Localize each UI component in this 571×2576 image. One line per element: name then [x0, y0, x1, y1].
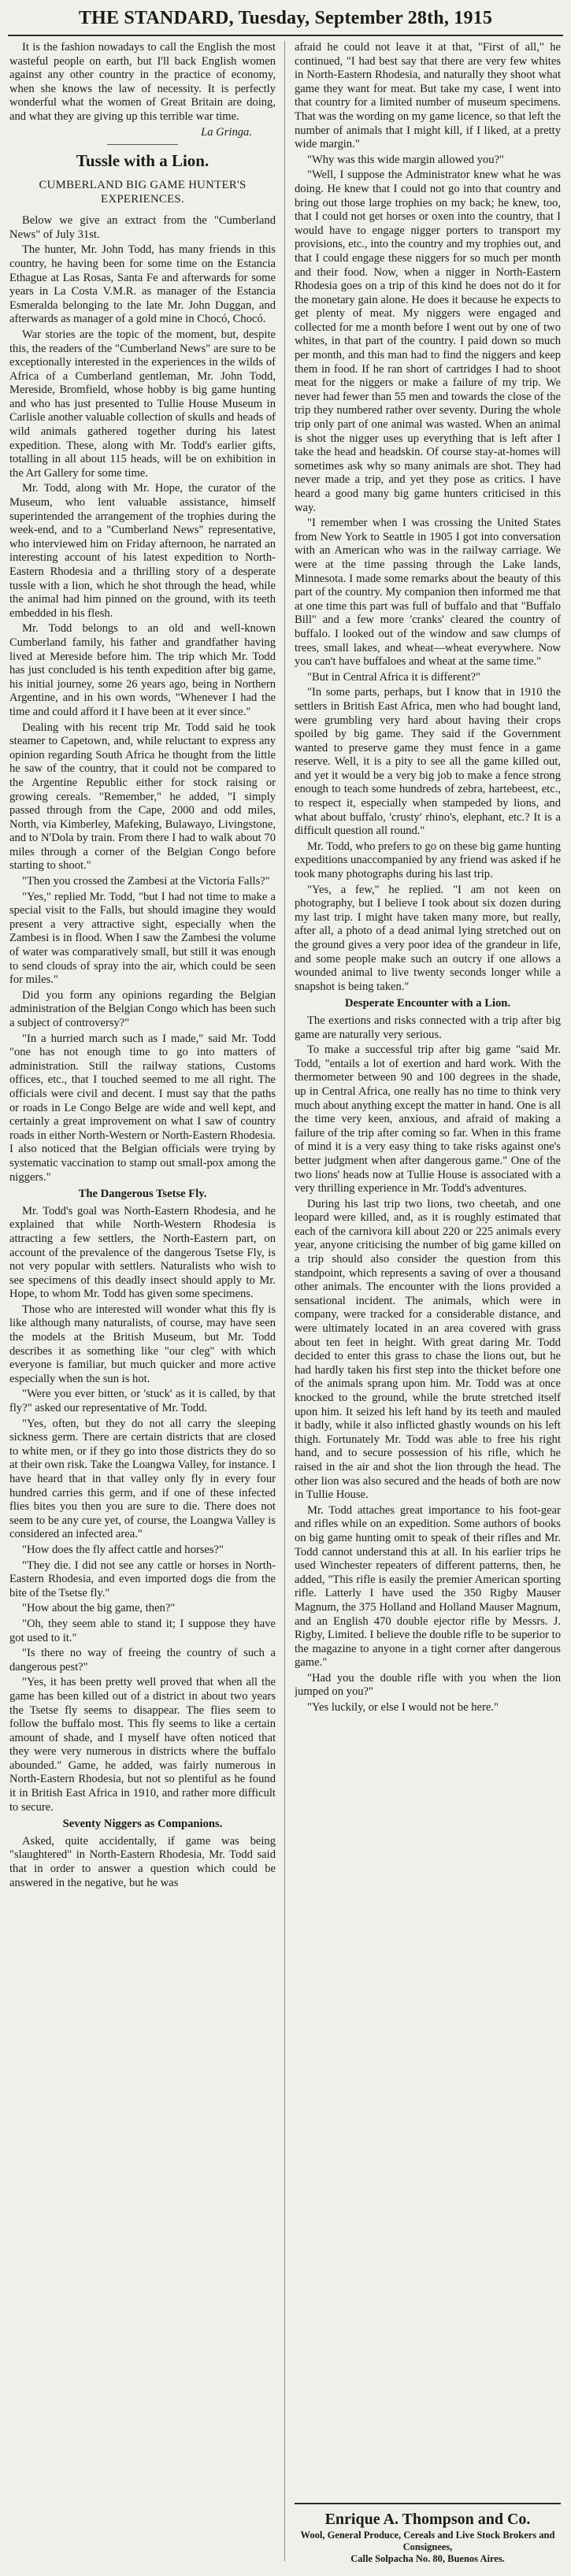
section-heading-companions: Seventy Niggers as Companions. [62, 1818, 223, 1831]
article-paragraph: "How about the big game, then?" [22, 1602, 176, 1615]
left-column [9, 41, 276, 2569]
article-headline: Tussle with a Lion. [76, 151, 209, 171]
article-paragraph: "Why was this wide margin allowed you?" [307, 153, 504, 166]
article-paragraph: Mr. Todd, along with Mr. Hope, the curator of the Museum, who lent valuable assistance, himself superintended the arrangement of the trophies during the week-end, and to a "Cumberland News" representative, who interviewed him on Friday afternoon, he narrated an interesting account of his latest expedition to North-Eastern Rhodesia and a thrilling story of a desperate tussle with a lion, which he shot through the head, while the animal had him pinned on the ground, with its teeth embedded in his flesh. [9, 482, 276, 620]
article-paragraph: To make a successful trip after big game "said Mr. Todd, "entails a lot of exertion and hard work. With the thermometer between 90 and 100 degrees in the shade, up in Central Africa, one really has no time to think very much about anything except the matter in hand. One is all the time very keen, anxious, and afraid of making a failure of the trip after coming so far. When in this frame of mind it is a very easy thing to take risks against one's better judgment when after dangerous game." One of the two lions' heads now at Tullie House is associated with a very thrilling experience in Mr. Todd's adventures. [295, 1043, 561, 1195]
article-paragraph: Mr. Todd attaches great importance to his foot-gear and rifles while on an expedition. Some authors of books on big game hunting omit to speak of their rifles and Mr. Todd cannot understand this at all. In his earlier trips he used Winchester repeaters of different patterns, then, he added, "This rifle is easily the premier American sporting rifle. Latterly I have used the 350 Rigby Mauser Magnum, the 375 Holland and Holland Mauser Magnum, and an English 470 double ejector rifle by Messrs. J. Rigby, Limited. I believe the double rifle to be superior to the magazine to anyone in a tight corner after dangerous game." [295, 1503, 561, 1670]
article-paragraph: "Well, I suppose the Administrator knew what he was doing. He knew that I could not go into that country and bring out those large trophies on my back; he knew, too, that I could not get horses or oxen into the country, that I would have to engage nigger porters to transport my provisions, etc., into the country and my trophies out, and that I could engage these niggers for so much per month and their food. Now, when a nigger in North-Eastern Rhodesia goes on a trip of this kind he does not do it for the monetary gain alone. He does it because he expects to get plenty of meat. My niggers were engaged and collected for me a month before I went out by one of two whites, in that part of the country. I paid down so much per month, and this man had to find the niggers and keep them in food. If he ran short of cartridges I had to shoot meat for the niggers or make a failure of my trip. We never had fewer than 55 men and towards the close of the trip they numbered rather over seventy. During the whole trip only part of one animal was wasted. When an animal is shot the nigger uses up everything that is left after I take the head and headskin. Of course stay-at-homes will sometimes ask why so many animals are shot. They had never made a trip, and yet they pose as critics. I have heard a good many big game hunters criticised in this way. [295, 169, 561, 514]
advertisement-address: Calle Solpacha No. 80, Buenos Aires. [350, 2553, 505, 2564]
article-paragraph: Did you form any opinions regarding the Belgian administration of the Belgian Congo which has been such a subject of controversy?" [9, 988, 276, 1029]
article-paragraph: "I remember when I was crossing the United States from New York to Seattle in 1905 I got into conversation with an American who was in the railway carriage. We were at the time passing through the Lake lands, Minnesota. I made some remarks about the beauty of this part of the country. My companion then informed me that at one time this part was full of buffalo and that "Buffalo Bill" and a few more 'cranks' cleared the country of buffalo. I looked out of the window and saw clumps of trees, small lakes, and wheat—wheat everywhere. Now you can't have buffaloes and wheat at the same time." [295, 517, 561, 669]
article-paragraph: "How does the fly affect cattle and horses?" [22, 1543, 224, 1556]
article-paragraph: "Were you ever bitten, or 'stuck' as it is called, by that fly?" asked our representative of Mr. Todd. [9, 1388, 276, 1415]
right-column [295, 41, 561, 2498]
article-paragraph: "Yes, a few," he replied. "I am not keen on photography, but I believe I took about six dozen during my last trip. I might have taken many more, but really, after all, a photo of a dead animal lying stretched out on the ground gives a very poor idea of the grandeur in life, and some people make such an outcry if one allows a wounded animal to live twenty seconds longer while a snapshot is being taken." [295, 883, 561, 993]
article-paragraph: "Yes, it has been pretty well proved that when all the game has been killed out of a district in about two years the Tsetse fly seems to disappear. The flies seem to follow the buffalo most. This fly seems to like a certain amount of shade, and I myself have often noticed that they were very numerous in districts where the buffalo abounded." Game, he added, was fairly numerous in North-Eastern Rhodesia, but not so plentiful as he found it in British East Africa in 1910, and rather more difficult to secure. [9, 1676, 276, 1814]
article-paragraph: "Then you crossed the Zambesi at the Victoria Falls?" [22, 875, 270, 888]
article-paragraph: "But in Central Africa it is different?" [307, 670, 480, 684]
article-paragraph: "They die. I did not see any cattle or horses in North-Eastern Rhodesia, and even imported dogs die from the bite of the Tsetse fly." [9, 1559, 276, 1599]
article-paragraph: "Yes, often, but they do not all carry the sleeping sickness germ. There are certain districts that are closed to white men, or if they go into those districts they do so at their own risk. Take the Loangwa Valley, for instance. I have heard that in that valley only fly in every four hundred carries this germ, and if one of these infected flies bites you then you are sure to die. There does not seem to be any cure yet, of course, the Loangwa Valley is considered an infected area." [9, 1417, 276, 1541]
section-heading-encounter: Desperate Encounter with a Lion. [344, 997, 511, 1010]
column-separator [284, 41, 285, 2561]
article-paragraph: Mr. Todd's goal was North-Eastern Rhodesia, and he explained that while North-Western Rhodesia is attracting a few settlers, the North-Eastern part, on account of the prevalence of the dangerous Tsetse Fly, is not very popular with settlers. Naturalists who wish to see specimens of this deadly insect should apply to Mr. Hope, to whom Mr. Todd has given some specimens. [9, 1204, 276, 1301]
masthead-title: THE STANDARD, Tuesday, September 28th, 1915 [78, 8, 493, 28]
advertisement-line: Wool, General Produce, Cereals and Live Stock Brokers and Consignees, [300, 2530, 555, 2552]
intro-signature: La Gringa. [201, 125, 252, 139]
article-paragraph: The exertions and risks connected with a trip after big game are naturally very serious. [295, 1014, 561, 1041]
advertisement [295, 2503, 561, 2572]
article-paragraph: "In a hurried march such as I made," said Mr. Todd "one has not enough time to go into matters of administration. Still the railway stations, Customs offices, etc., that I touched seemed to me all right. The officials were civil and decent. I must say that the paths or roads in Le Congo Belge are wide and well kept, and certainly a great improvement on what I saw of country roads in either North-Western or North-Eastern Rhodesia. I also noticed that the Belgian officials were trying by systematic vaccination to stamp out small-pox among the niggers." [9, 1032, 276, 1184]
article-paragraph: Mr. Todd, who prefers to go on these big game hunting expeditions unaccompanied by any friend was asked if he took many photographs during his last trip. [295, 840, 561, 881]
article-divider [107, 144, 178, 145]
article-paragraph: War stories are the topic of the moment, but, despite this, the readers of the "Cumberland News" are sure to be exceptionally interested in the experiences in the wilds of Africa of a Cumberland gentleman, Mr. John Todd, Mereside, Bromfield, whose hobby is big game hunting and who has just presented to Tullie House Museum in Carlisle another valuable collection of skulls and heads of wild animals gathered together during his latest expedition. These, along with Mr. Todd's earlier gifts, totalling in all about 115 heads, will be on exhibition in the Art Gallery for some time. [9, 328, 276, 480]
article-paragraph: Those who are interested will wonder what this fly is like although many naturalists, of course, may have seen the models at the British Museum, but Mr. Todd describes it as something like "our cleg" with which everyone is familiar, but much quicker and more active especially when the sun is hot. [9, 1303, 276, 1385]
article-paragraph: "Oh, they seem able to stand it; I suppose they have got used to it." [9, 1617, 276, 1644]
article-paragraph: During his last trip two lions, two cheetah, and one leopard were killed, and, as it is roughly estimated that each of the carnivora kill about 220 or 225 animals every year, anyone criticising the number of big game killed on a trip should also consider the question from this standpoint, which represents a saving of over a thousand other animals. The encounter with the lions provided a sensational incident. The animals, which were in company, were tracked for a considerable distance, and were ultimately located in an area covered with grass about ten feet in height. With great daring Mr. Todd decided to enter this grass to chase the lions out, but he had hardly taken his first step into the thicket before one of the animals sprang upon him. Mr. Todd was at once knocked to the ground, while the brute stretched itself upon him. It seized his left hand by its teeth and mauled it badly, while it also inflicted ghastly wounds on his left thigh. Fortunately Mr. Todd was able to free his right hand, and to secure possession of his rifle, which he raised in the air and shot the lion through the head. The other lion was also secured and the heads of both are now in Tullie House. [295, 1197, 561, 1502]
article-paragraph: afraid he could not leave it at that, "First of all," he continued, "I had best say that there are very few whites in North-Eastern Rhodesia, and naturally they shoot what game they want for meat. But take my case, I went into that country for a limited number of museum specimens. That was the wording on my game licence, so that left the number of animals that I might kill, if I liked, at a pretty wide margin." [295, 41, 561, 151]
article-paragraph: "In some parts, perhaps, but I know that in 1910 the settlers in British East Africa, men who had bought land, were grumbling very hard about having their crops spoiled by big game. They said if the Government wanted to preserve game they must fence in a game reserve. Well, it is a pity to see all the game killed out, and yet it would be a very big job to make a fence strong enough to teach some hundreds of zebra, hartebeest, etc., to respect it, especially when stampeded by lions, and what about buffalo, 'crusty' rhino's, elephant, etc.? It is a difficult question all round." [295, 686, 561, 838]
section-heading-tsetse: The Dangerous Tsetse Fly. [78, 1188, 207, 1201]
article-paragraph: Mr. Todd belongs to an old and well-known Cumberland family, his father and grandfather having lived at Mereside before him. The trip which Mr. Todd has just concluded is his tenth expedition after big game, his initial journey, some 26 years ago, being in Northern Argentine, and in his own words, "Whenever I had the time and could afford it I have been at it ever since." [9, 622, 276, 718]
article-paragraph: "Yes luckily, or else I would not be here." [307, 1701, 499, 1714]
intro-paragraph: It is the fashion nowadays to call the English the most wasteful people on earth, but I'll back English women against any other country in the practice of economy, when she knows the law of necessity. It is perfectly wonderful what the women of Great Britain are doing, and what they are giving up this terrible war time. [9, 41, 276, 123]
article-paragraph: Asked, quite accidentally, if game was being "slaughtered" in North-Eastern Rhodesia, Mr. Todd said that in order to answer a question which could be answered in the negative, but he was [9, 1834, 276, 1889]
article-subhead: CUMBERLAND BIG GAME HUNTER'S EXPERIENCES. [39, 179, 247, 206]
article-paragraph: Below we give an extract from the "Cumberland News" of July 31st. [9, 214, 276, 241]
masthead [0, 0, 571, 36]
article-paragraph: Dealing with his recent trip Mr. Todd said he took steamer to Capetown, and, while reluctant to express any opinion regarding South Africa he thought from the little he saw of the country, that it could not be compared to the Argentine Republic either for stock raising or growing cereals. "Remember," he added, "I simply passed through from the Cape, 2000 and odd miles, North, via Kimberley, Mafeking, Bulawayo, Livingstone, and to N'Dola by train. From there I had to walk about 70 miles through a corner of the Belgian Congo before starting to shoot." [9, 721, 276, 873]
advertisement-company: Enrique A. Thompson and Co. [324, 2511, 531, 2528]
article-paragraph: "Is there no way of freeing the country of such a dangerous pest?" [9, 1647, 276, 1673]
article-paragraph: "Yes," replied Mr. Todd, "but I had not time to make a special visit to the Falls, but should imagine they would present a very attractive sight, especially when the Zambesi is in flood. When I saw the Zambesi the volume of water was comparatively small, but still it was enough to send clouds of spray into the air, which could be seen for miles." [9, 890, 276, 987]
article-paragraph: The hunter, Mr. John Todd, has many friends in this country, he having been for some time on the Estancia Ethague at Las Rosas, Santa Fe and afterwards for some years in La Costa V.M.R. as manager of the Estancia Esmeralda belonging to the late Mr. John Duggan, and afterwards as manager of a gold mine in Chocó, Chocó. [9, 243, 276, 326]
article-paragraph: "Had you the double rifle with you when the lion jumped on you?" [295, 1671, 561, 1699]
masthead-rule [8, 35, 563, 36]
